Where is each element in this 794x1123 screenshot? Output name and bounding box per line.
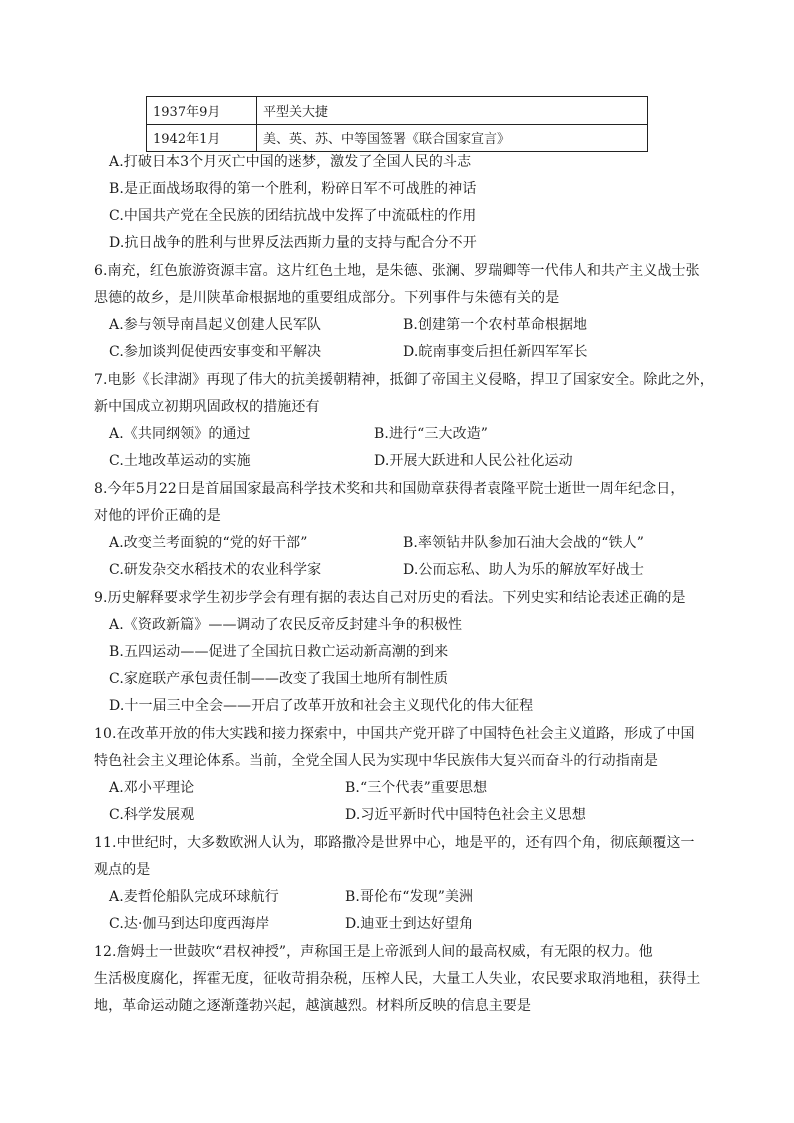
- q8-option-a: A.改变兰考面貌的“党的好干部”: [109, 535, 308, 551]
- q11-option-b: B.哥伦布“发现”美洲: [345, 889, 474, 905]
- q11-option-d: D.迪亚士到达好望角: [345, 916, 474, 932]
- q11-option-a: A.麦哲伦船队完成环球航行: [109, 889, 279, 905]
- q6-option-b: B.创建第一个农村革命根据地: [403, 317, 588, 333]
- q9-option-d: D.十一届三中全会——开启了改革开放和社会主义现代化的伟大征程: [109, 698, 534, 714]
- q10-option-d: D.习近平新时代中国特色社会主义思想: [345, 807, 586, 823]
- q6-stem-line-1: 6.南充，红色旅游资源丰富。这片红色土地，是朱德、张澜、罗瑞卿等一代伟人和共产主义战士张: [94, 263, 700, 279]
- q9-option-a: A.《资政新篇》——调动了农民反帝反封建斗争的积极性: [109, 617, 463, 633]
- q11-stem-line-2: 观点的是: [94, 862, 151, 878]
- q7-stem-line-1: 7.电影《长津湖》再现了伟大的抗美援朝精神，抵御了帝国主义侵略，捍卫了国家安全。除此之外，: [94, 372, 714, 388]
- q7-stem-line-2: 新中国成立初期巩固政权的措施还有: [94, 399, 320, 415]
- q11-stem-line-1: 11.中世纪时，大多数欧洲人认为，耶路撒冷是世界中心，地是平的，还有四个角，彻底颠覆这一: [94, 835, 695, 851]
- table-cell-date: 1937年9月: [147, 97, 257, 125]
- q12-stem-line-2: 生活极度腐化，挥霍无度，征收苛捐杂税，压榨人民，大量工人失业，农民要求取消地租，获得土: [94, 971, 701, 987]
- table-row: [147, 124, 648, 152]
- q10-stem-line-2: 特色社会主义理论体系。当前，全党全国人民为实现中华民族伟大复兴而奋斗的行动指南是: [94, 753, 658, 769]
- q8-stem-line-1: 8.今年5月22日是首届国家最高科学技术奖和共和国勋章获得者袁隆平院士逝世一周年纪念日，: [94, 481, 685, 497]
- q7-option-d: D.开展大跃进和人民公社化运动: [374, 453, 573, 469]
- table-cell-event: 美、英、苏、中等国签署《联合国家宣言》: [257, 124, 648, 152]
- q6-option-a: A.参与领导南昌起义创建人民军队: [109, 317, 322, 333]
- q11-option-c: C.达·伽马到达印度西海岸: [109, 916, 270, 932]
- table-cell-event: 平型关大捷: [257, 97, 648, 125]
- q8-option-b: B.率领钻井队参加石油大会战的“铁人”: [403, 535, 644, 551]
- q8-option-d: D.公而忘私、助人为乐的解放军好战士: [403, 562, 644, 578]
- q5-option-c: C.中国共产党在全民族的团结抗战中发挥了中流砥柱的作用: [109, 208, 477, 224]
- q7-option-c: C.土地改革运动的实施: [109, 453, 251, 469]
- q6-option-c: C.参加谈判促使西安事变和平解决: [109, 344, 322, 360]
- q10-stem-line-1: 10.在改革开放的伟大实践和接力探索中，中国共产党开辟了中国特色社会主义道路，形成了中国: [94, 726, 695, 742]
- table-cell-date: 1942年1月: [147, 124, 257, 152]
- q9-option-b: B.五四运动——促进了全国抗日救亡运动新高潮的到来: [109, 644, 449, 660]
- q10-option-c: C.科学发展观: [109, 807, 195, 823]
- table-row: [147, 97, 648, 125]
- q8-option-c: C.研发杂交水稻技术的农业科学家: [109, 562, 322, 578]
- event-table: [146, 96, 648, 152]
- q5-option-b: B.是正面战场取得的第一个胜利，粉碎日军不可战胜的神话: [109, 181, 477, 197]
- q8-stem-line-2: 对他的评价正确的是: [94, 508, 221, 524]
- q5-option-a: A.打破日本3个月灭亡中国的迷梦，激发了全国人民的斗志: [109, 154, 472, 170]
- q12-stem-line-3: 地，革命运动随之逐渐蓬勃兴起，越演越烈。材料所反映的信息主要是: [94, 998, 532, 1014]
- q9-stem-line-1: 9.历史解释要求学生初步学会有理有据的表达自己对历史的看法。下列史实和结论表述正确的是: [94, 590, 686, 606]
- q7-option-b: B.进行“三大改造”: [374, 426, 489, 442]
- q10-option-b: B.“三个代表”重要思想: [345, 780, 488, 796]
- q10-option-a: A.邓小平理论: [109, 780, 195, 796]
- q12-stem-line-1: 12.詹姆士一世鼓吹“君权神授”，声称国王是上帝派到人间的最高权威，有无限的权力。他: [94, 944, 653, 960]
- q6-stem-line-2: 思德的故乡，是川陕革命根据地的重要组成部分。下列事件与朱德有关的是: [94, 290, 560, 306]
- q6-option-d: D.皖南事变后担任新四军军长: [403, 344, 588, 360]
- q7-option-a: A.《共同纲领》的通过: [109, 426, 251, 442]
- q5-option-d: D.抗日战争的胜利与世界反法西斯力量的支持与配合分不开: [109, 235, 477, 251]
- q9-option-c: C.家庭联产承包责任制——改变了我国土地所有制性质: [109, 671, 449, 687]
